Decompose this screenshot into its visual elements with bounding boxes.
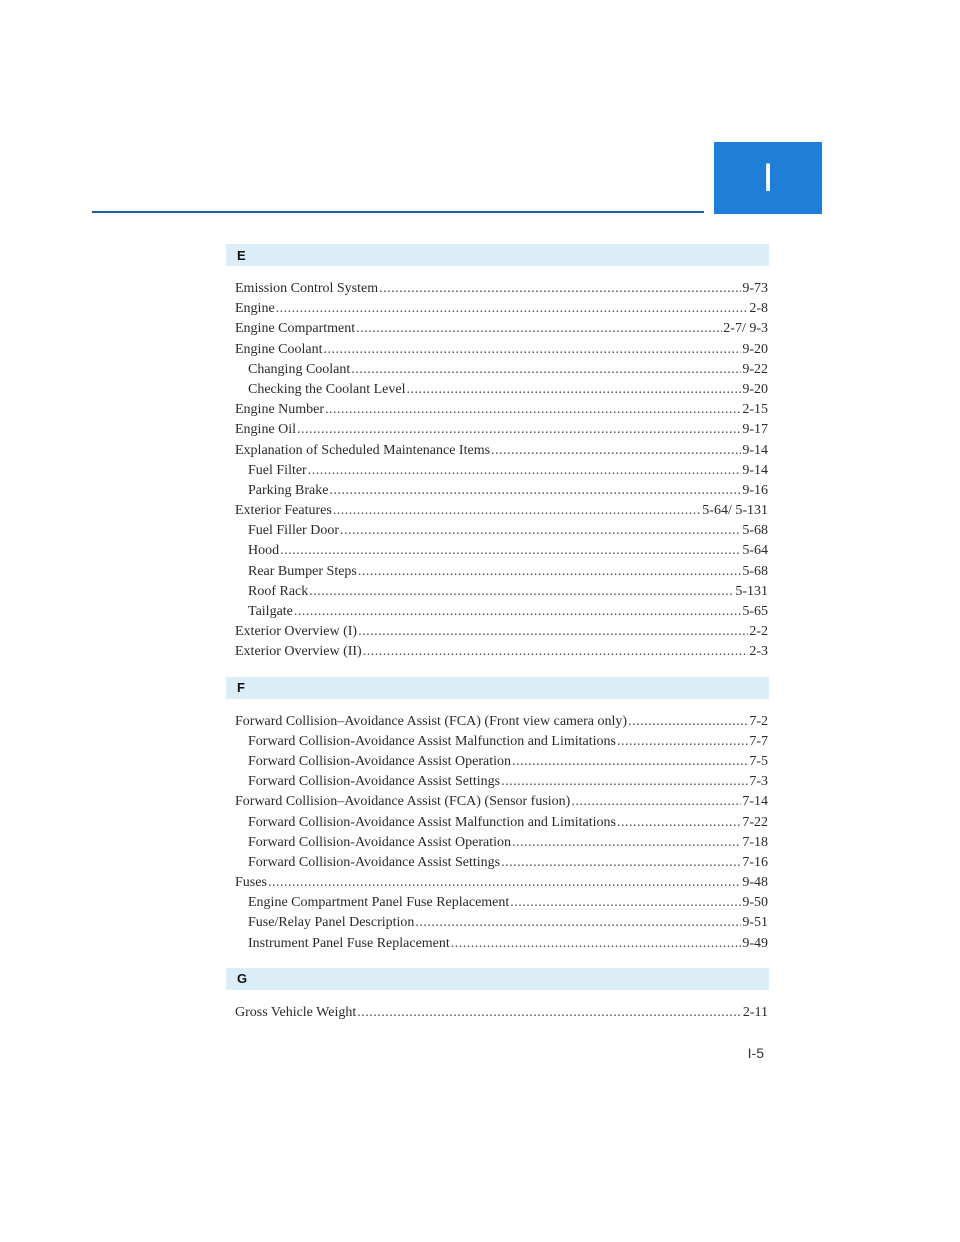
index-entry[interactable] xyxy=(226,873,769,893)
entry-page-ref: 7-3 xyxy=(749,774,768,790)
entry-label: Fuel Filter xyxy=(248,462,307,478)
section-letter: F xyxy=(237,680,245,696)
page-number: I-5 xyxy=(747,1045,764,1061)
entry-page-ref: 2-7/ 9-3 xyxy=(723,321,768,337)
entry-page-ref: 5-68 xyxy=(742,523,768,539)
entry-label: Forward Collision-Avoidance Assist Malfunction and Limitations xyxy=(248,733,616,749)
entry-label: Checking the Coolant Level xyxy=(248,381,406,397)
entry-page-ref: 2-2 xyxy=(749,624,768,640)
index-subentry[interactable] xyxy=(226,833,769,853)
entry-label: Gross Vehicle Weight xyxy=(235,1004,357,1020)
index-entry[interactable] xyxy=(226,622,769,642)
dot-leader xyxy=(340,521,741,541)
entry-label: Fuel Filler Door xyxy=(248,523,339,539)
index-entry[interactable] xyxy=(226,279,769,299)
section-header-e xyxy=(226,244,769,266)
entry-label: Fuses xyxy=(235,875,267,891)
index-subentry[interactable] xyxy=(226,541,769,561)
index-subentry[interactable] xyxy=(226,521,769,541)
entry-page-ref: 9-50 xyxy=(742,895,768,911)
entry-page-ref: 9-17 xyxy=(742,422,768,438)
entry-page-ref: 2-8 xyxy=(749,301,768,317)
index-tab xyxy=(714,142,822,214)
index-subentry[interactable] xyxy=(226,934,769,954)
index-subentry[interactable] xyxy=(226,893,769,913)
entry-page-ref: 7-7 xyxy=(749,733,768,749)
index-subentry[interactable] xyxy=(226,913,769,933)
dot-leader xyxy=(415,913,741,933)
dot-leader xyxy=(571,792,741,812)
entry-label: Parking Brake xyxy=(248,482,329,498)
index-entry[interactable] xyxy=(226,792,769,812)
index-entry[interactable] xyxy=(226,400,769,420)
dot-leader xyxy=(329,481,741,501)
entry-label: Emission Control System xyxy=(235,281,379,296)
entry-label: Forward Collision–Avoidance Assist (FCA) (Sensor fusion) xyxy=(235,794,571,810)
dot-leader xyxy=(501,772,748,792)
dot-leader xyxy=(294,602,741,622)
index-entry[interactable] xyxy=(226,712,769,732)
index-subentry[interactable] xyxy=(226,813,769,833)
entry-label: Hood xyxy=(248,543,280,559)
entry-label: Engine Oil xyxy=(235,422,297,438)
index-tab-letter: I xyxy=(762,155,774,200)
entry-label: Exterior Features xyxy=(235,503,332,519)
entry-label: Roof Rack xyxy=(248,583,309,599)
index-subentry[interactable] xyxy=(226,481,769,501)
entry-label: Rear Bumper Steps xyxy=(248,563,357,579)
entry-page-ref: 7-5 xyxy=(749,753,768,769)
entry-page-ref: 5-64/ 5-131 xyxy=(702,503,768,519)
index-entry[interactable] xyxy=(226,501,769,521)
dot-leader xyxy=(297,420,741,440)
entry-page-ref: 9-14 xyxy=(742,442,768,458)
index-subentry[interactable] xyxy=(226,752,769,772)
index-subentry[interactable] xyxy=(226,360,769,380)
entry-page-ref: 9-16 xyxy=(742,482,768,498)
index-list xyxy=(226,244,769,1023)
index-entry[interactable] xyxy=(226,299,769,319)
dot-leader xyxy=(358,562,741,582)
entry-page-ref: 9-49 xyxy=(742,935,768,951)
index-subentry[interactable] xyxy=(226,602,769,622)
index-subentry[interactable] xyxy=(226,853,769,873)
dot-leader xyxy=(512,833,741,853)
entry-page-ref: 7-22 xyxy=(742,814,768,830)
dot-leader xyxy=(325,400,741,420)
entry-label: Forward Collision-Avoidance Assist Settings xyxy=(248,854,501,870)
index-subentry[interactable] xyxy=(226,732,769,752)
dot-leader xyxy=(501,853,741,873)
index-subentry[interactable] xyxy=(226,772,769,792)
dot-leader xyxy=(309,582,734,602)
index-entry[interactable] xyxy=(226,420,769,440)
index-subentry[interactable] xyxy=(226,562,769,582)
entry-page-ref: 2-15 xyxy=(742,402,768,418)
entry-page-ref: 2-3 xyxy=(749,644,768,660)
dot-leader xyxy=(617,813,741,833)
dot-leader xyxy=(406,380,741,400)
entry-label: Engine xyxy=(235,301,275,317)
entry-page-ref: 9-73 xyxy=(742,281,768,296)
entry-label: Engine Compartment xyxy=(235,321,356,337)
entry-label: Engine Coolant xyxy=(235,341,323,357)
entry-label: Forward Collision-Avoidance Assist Malfunction and Limitations xyxy=(248,814,616,830)
entry-page-ref: 5-64 xyxy=(742,543,768,559)
entry-page-ref: 9-20 xyxy=(742,381,768,397)
entry-page-ref: 5-131 xyxy=(735,583,768,599)
index-entry[interactable] xyxy=(226,340,769,360)
entry-label: Engine Compartment Panel Fuse Replacement xyxy=(248,895,510,911)
entry-page-ref: 9-48 xyxy=(742,875,768,891)
entry-page-ref: 7-2 xyxy=(749,713,768,729)
entry-label: Engine Number xyxy=(235,402,325,418)
entry-label: Exterior Overview (I) xyxy=(235,624,358,640)
index-entry[interactable] xyxy=(226,1003,769,1023)
entry-page-ref: 5-68 xyxy=(742,563,768,579)
dot-leader xyxy=(351,360,741,380)
dot-leader xyxy=(276,299,749,319)
entry-label: Instrument Panel Fuse Replacement xyxy=(248,935,450,951)
dot-leader xyxy=(491,441,741,461)
section-letter: G xyxy=(237,971,248,987)
index-entry[interactable] xyxy=(226,319,769,339)
section-spacer xyxy=(226,663,769,677)
dot-leader xyxy=(451,934,742,954)
dot-leader xyxy=(379,279,741,299)
dot-leader xyxy=(628,712,748,732)
dot-leader xyxy=(358,622,748,642)
dot-leader xyxy=(280,541,741,561)
dot-leader xyxy=(324,340,742,360)
entry-label: Forward Collision-Avoidance Assist Settings xyxy=(248,774,501,790)
dot-leader xyxy=(357,1003,742,1023)
entry-page-ref: 9-51 xyxy=(742,915,768,931)
entry-label: Exterior Overview (II) xyxy=(235,644,362,660)
entry-label: Forward Collision–Avoidance Assist (FCA) (Front view camera only) xyxy=(235,713,628,729)
entry-page-ref: 9-14 xyxy=(742,462,768,478)
index-entry[interactable] xyxy=(226,642,769,662)
entry-page-ref: 9-22 xyxy=(742,361,768,377)
dot-leader xyxy=(510,893,741,913)
entry-label: Changing Coolant xyxy=(248,361,351,377)
index-subentry[interactable] xyxy=(226,582,769,602)
entry-page-ref: 7-16 xyxy=(742,854,768,870)
index-subentry[interactable] xyxy=(226,461,769,481)
section-header-f xyxy=(226,677,769,699)
index-subentry[interactable] xyxy=(226,380,769,400)
section-letter: E xyxy=(237,247,246,263)
dot-leader xyxy=(308,461,742,481)
entry-page-ref: 2-11 xyxy=(742,1004,768,1020)
entry-label: Fuse/Relay Panel Description xyxy=(248,915,415,931)
header-rule xyxy=(92,211,704,213)
index-entry[interactable] xyxy=(226,441,769,461)
entry-label: Forward Collision-Avoidance Assist Operation xyxy=(248,834,511,850)
dot-leader xyxy=(363,642,749,662)
dot-leader xyxy=(268,873,741,893)
dot-leader xyxy=(512,752,748,772)
entry-page-ref: 9-20 xyxy=(742,341,768,357)
entry-label: Tailgate xyxy=(248,604,293,619)
entry-label: Explanation of Scheduled Maintenance Items xyxy=(235,442,491,458)
dot-leader xyxy=(617,732,748,752)
dot-leader xyxy=(333,501,701,521)
entry-page-ref: 7-14 xyxy=(742,794,768,810)
entry-page-ref: 5-65 xyxy=(742,604,768,619)
entry-page-ref: 7-18 xyxy=(742,834,768,850)
dot-leader xyxy=(356,319,722,339)
section-header-g xyxy=(226,968,769,990)
entry-label: Forward Collision-Avoidance Assist Operation xyxy=(248,753,511,769)
section-spacer xyxy=(226,954,769,968)
